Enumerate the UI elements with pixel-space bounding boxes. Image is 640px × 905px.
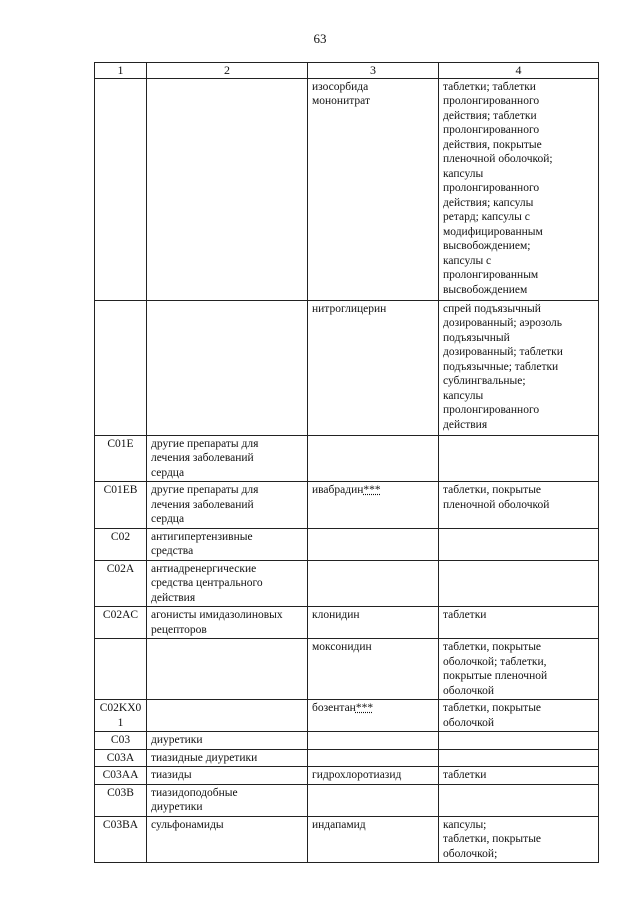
table-row bbox=[95, 700, 599, 732]
drug-name-cell: нитроглицерин bbox=[308, 300, 439, 435]
dosage-form-cell: капсулы; таблетки, покрытые оболочкой; bbox=[439, 816, 599, 863]
drug-name-cell: клонидин bbox=[308, 607, 439, 639]
group-cell: другие препараты для лечения заболеваний сердца bbox=[147, 435, 308, 482]
group-cell bbox=[147, 78, 308, 300]
group-cell: агонисты имидазолиновых рецепторов bbox=[147, 607, 308, 639]
atc-code-cell: C03A bbox=[95, 749, 147, 767]
atc-code-cell: C03 bbox=[95, 732, 147, 750]
column-header: 4 bbox=[439, 63, 599, 79]
atc-code-cell: C03BA bbox=[95, 816, 147, 863]
table-row bbox=[95, 560, 599, 607]
table-row bbox=[95, 607, 599, 639]
table-row bbox=[95, 784, 599, 816]
dosage-form-cell: таблетки, покрытые оболочкой; таблетки, покрытые пленочной оболочкой bbox=[439, 639, 599, 700]
table-row bbox=[95, 528, 599, 560]
drug-name-cell: моксонидин bbox=[308, 639, 439, 700]
group-cell bbox=[147, 300, 308, 435]
table-row bbox=[95, 78, 599, 300]
table-row bbox=[95, 482, 599, 529]
dosage-form-cell bbox=[439, 784, 599, 816]
atc-code-cell: C03AA bbox=[95, 767, 147, 785]
drug-name-cell bbox=[308, 528, 439, 560]
drug-name-cell bbox=[308, 700, 439, 732]
group-cell: тиазидоподобные диуретики bbox=[147, 784, 308, 816]
dosage-form-cell bbox=[439, 435, 599, 482]
atc-code-cell bbox=[95, 300, 147, 435]
drug-name-cell: индапамид bbox=[308, 816, 439, 863]
dosage-form-cell: таблетки, покрытые оболочкой bbox=[439, 700, 599, 732]
table-header-row bbox=[95, 63, 599, 79]
group-cell bbox=[147, 700, 308, 732]
dosage-form-cell: таблетки bbox=[439, 607, 599, 639]
group-cell: антигипертензивные средства bbox=[147, 528, 308, 560]
group-cell bbox=[147, 639, 308, 700]
drug-name: ивабрадин bbox=[312, 484, 364, 496]
drug-name-cell bbox=[308, 784, 439, 816]
drug-name: бозентан bbox=[312, 702, 356, 714]
atc-code-cell: C01EB bbox=[95, 482, 147, 529]
dosage-form-cell: таблетки, покрытые пленочной оболочкой bbox=[439, 482, 599, 529]
page-number: 63 bbox=[313, 31, 327, 46]
drug-name-cell: изосорбида мононитрат bbox=[308, 78, 439, 300]
table-row bbox=[95, 816, 599, 863]
atc-code-cell bbox=[95, 639, 147, 700]
group-cell: тиазидные диуретики bbox=[147, 749, 308, 767]
atc-code-cell: C02A bbox=[95, 560, 147, 607]
drug-name-cell bbox=[308, 749, 439, 767]
atc-code-cell: C02 bbox=[95, 528, 147, 560]
table-row bbox=[95, 767, 599, 785]
atc-code-cell: C02KX01 bbox=[95, 700, 147, 732]
atc-code-cell: C01E bbox=[95, 435, 147, 482]
restriction-mark: *** bbox=[355, 702, 374, 714]
atc-code-cell: C02AC bbox=[95, 607, 147, 639]
dosage-form-cell: спрей подъязычный дозированный; аэрозоль подъязычный дозированный; таблетки подъязычные; таблетки сублингвальные; капсулы пролонгированного действия bbox=[439, 300, 599, 435]
table-row bbox=[95, 639, 599, 700]
drug-name-cell: гидрохлоротиазид bbox=[308, 767, 439, 785]
medication-table bbox=[94, 62, 599, 863]
dosage-form-cell: таблетки bbox=[439, 767, 599, 785]
group-cell: антиадренергические средства центрального действия bbox=[147, 560, 308, 607]
table-row bbox=[95, 749, 599, 767]
column-header: 2 bbox=[147, 63, 308, 79]
group-cell: другие препараты для лечения заболеваний сердца bbox=[147, 482, 308, 529]
drug-name-cell bbox=[308, 482, 439, 529]
group-cell: сульфонамиды bbox=[147, 816, 308, 863]
table-row bbox=[95, 300, 599, 435]
dosage-form-cell bbox=[439, 560, 599, 607]
dosage-form-cell bbox=[439, 528, 599, 560]
group-cell: диуретики bbox=[147, 732, 308, 750]
drug-name-cell bbox=[308, 435, 439, 482]
dosage-form-cell bbox=[439, 749, 599, 767]
column-header: 3 bbox=[308, 63, 439, 79]
drug-name-cell bbox=[308, 732, 439, 750]
atc-code-cell bbox=[95, 78, 147, 300]
atc-code-cell: C03B bbox=[95, 784, 147, 816]
dosage-form-cell bbox=[439, 732, 599, 750]
group-cell: тиазиды bbox=[147, 767, 308, 785]
table-row bbox=[95, 435, 599, 482]
dosage-form-cell: таблетки; таблетки пролонгированного действия; таблетки пролонгированного действия, покрытые пленочной оболочкой; капсулы пролонгированного действия; капсулы ретард; капсулы с модифицированным высвобождением; капсулы с пролонгированным высвобождением bbox=[439, 78, 599, 300]
restriction-mark: *** bbox=[363, 484, 381, 496]
table-row bbox=[95, 732, 599, 750]
drug-name-cell bbox=[308, 560, 439, 607]
column-header: 1 bbox=[95, 63, 147, 79]
